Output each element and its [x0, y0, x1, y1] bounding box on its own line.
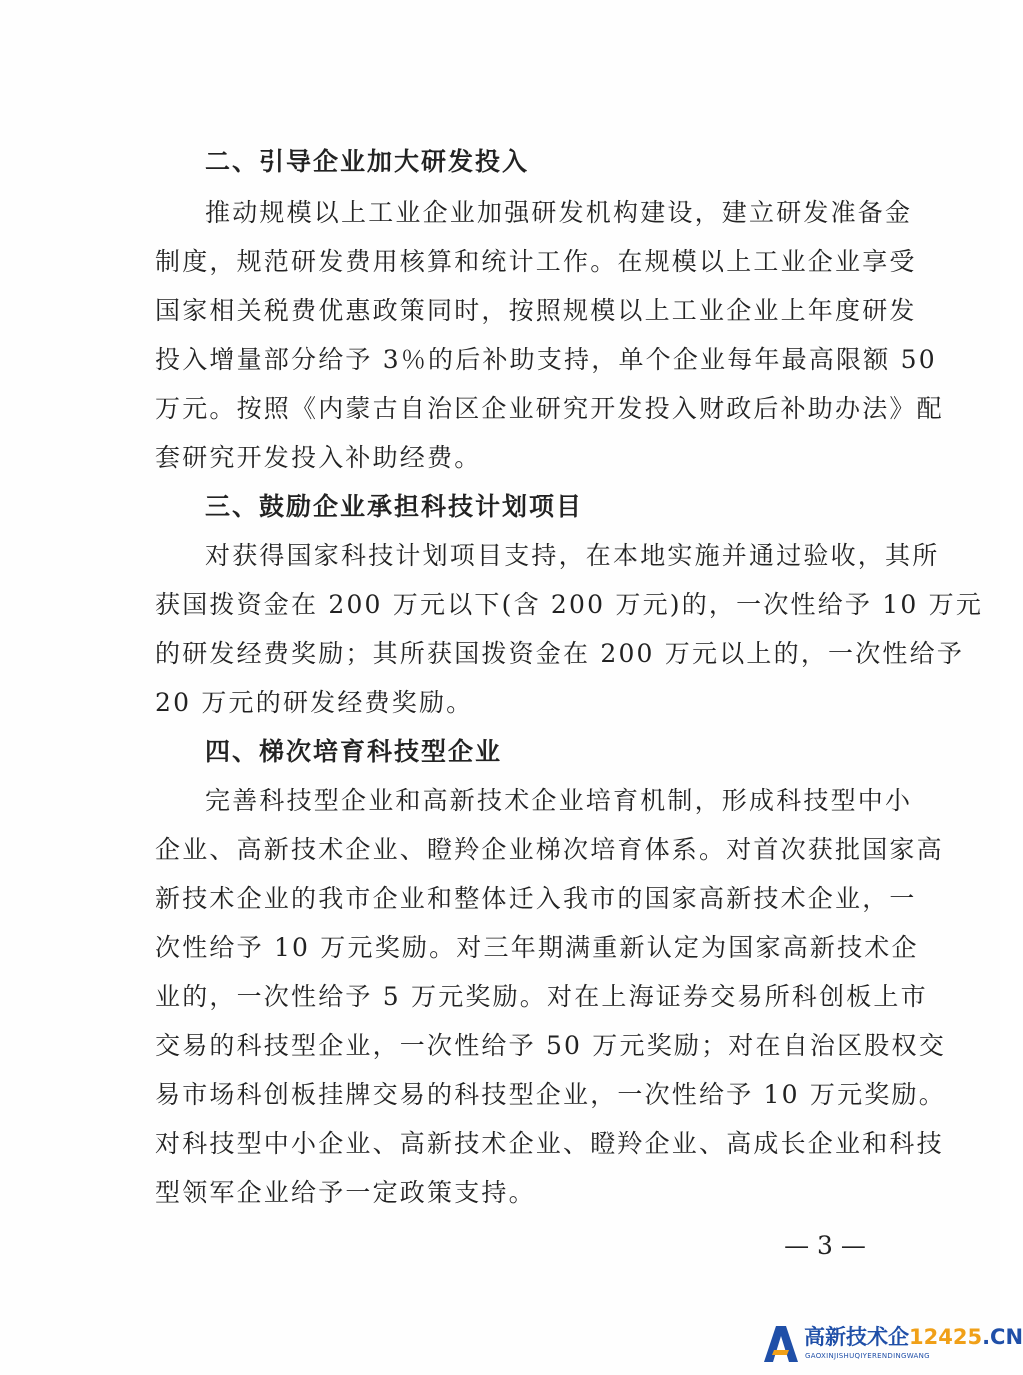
watermark-subtext: GAOXINJISHUQIYERENDINGWANG	[805, 1352, 930, 1360]
watermark-main-text: 高新技术企	[804, 1325, 909, 1349]
watermark-text	[804, 1324, 1023, 1350]
paragraph-line: 获国拨资金在 200 万元以下(含 200 万元)的，一次性给予 10 万元	[155, 590, 984, 619]
paragraph-line: 投入增量部分给予 3％的后补助支持，单个企业每年最高限额 50	[155, 345, 937, 374]
paragraph-line: 型领军企业给予一定政策支持。	[155, 1178, 536, 1207]
watermark-number: 12425	[909, 1325, 983, 1349]
paragraph-line: 完善科技型企业和高新技术企业培育机制，形成科技型中小	[205, 786, 913, 815]
paragraph-line: 万元。按照《内蒙古自治区企业研究开发投入财政后补助办法》配	[155, 394, 944, 423]
paragraph-line: 企业、高新技术企业、瞪羚企业梯次培育体系。对首次获批国家高	[155, 835, 944, 864]
paragraph-line: 制度，规范研发费用核算和统计工作。在规模以上工业企业享受	[155, 247, 917, 276]
page-number: — 3 —	[784, 1231, 866, 1260]
paragraph-line: 次性给予 10 万元奖励。对三年期满重新认定为国家高新技术企	[155, 933, 919, 962]
paragraph-line: 易市场科创板挂牌交易的科技型企业，一次性给予 10 万元奖励。	[155, 1080, 946, 1109]
section-heading-3: 三、鼓励企业承担科技计划项目	[205, 492, 584, 521]
paragraph-line: 的研发经费奖励；其所获国拨资金在 200 万元以上的，一次性给予	[155, 639, 965, 668]
paragraph-line: 20 万元的研发经费奖励。	[155, 688, 474, 717]
watermark-suffix: .CN	[982, 1325, 1023, 1349]
site-watermark	[762, 1322, 1023, 1372]
paragraph-line: 推动规模以上工业企业加强研发机构建设，建立研发准备金	[205, 198, 913, 227]
section-heading-4: 四、梯次培育科技型企业	[205, 737, 503, 766]
paragraph-line: 套研究开发投入补助经费。	[155, 443, 482, 472]
paragraph-line: 业的，一次性给予 5 万元奖励。对在上海证券交易所科创板上市	[155, 982, 928, 1011]
paragraph-line: 对获得国家科技计划项目支持，在本地实施并通过验收，其所	[205, 541, 940, 570]
section-heading-2: 二、引导企业加大研发投入	[205, 147, 530, 176]
paragraph-line: 新技术企业的我市企业和整体迁入我市的国家高新技术企业，一	[155, 884, 917, 913]
paragraph-line: 国家相关税费优惠政策同时，按照规模以上工业企业上年度研发	[155, 296, 917, 325]
paragraph-line: 交易的科技型企业，一次性给予 50 万元奖励；对在自治区股权交	[155, 1031, 946, 1060]
paragraph-line: 对科技型中小企业、高新技术企业、瞪羚企业、高成长企业和科技	[155, 1129, 944, 1158]
watermark-logo-icon	[762, 1324, 798, 1364]
